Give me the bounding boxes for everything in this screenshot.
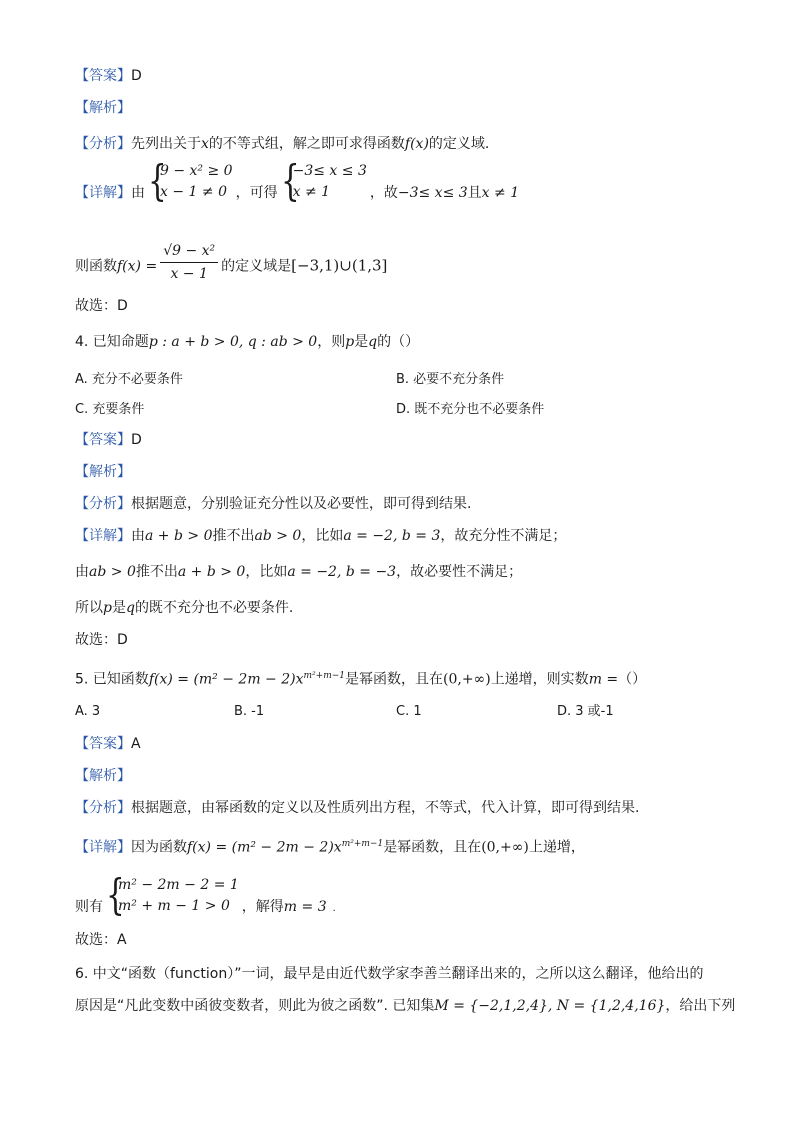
math: m = (588, 671, 619, 688)
system-row: 9 − x² ≥ 0 (160, 163, 233, 179)
q5-answer-line (75, 734, 141, 754)
text: 4. 已知命题 (75, 334, 149, 350)
math: p : a + b > 0, q : ab > 0 (148, 334, 318, 350)
text: 原因是“凡此变数中函彼变数者，则此为彼之函数”. 已知集 (75, 998, 435, 1014)
math: x (201, 136, 209, 152)
text: 推不出 (212, 528, 255, 544)
xiangjie-tag: 【详解】 (75, 528, 131, 544)
answer-tag: 【答案】 (75, 432, 131, 448)
math: f(x) = (m² − 2m − 2)x (187, 839, 342, 856)
math: p (345, 334, 355, 350)
math-exponent: m²+m−1 (303, 671, 345, 681)
q4-option-c[interactable]: C. 充要条件 (75, 402, 145, 417)
text: ，可得 (235, 185, 278, 201)
math: a = −2, b = −3 (287, 564, 397, 580)
answer-tag: 【答案】 (75, 736, 131, 752)
math-exponent: m²+m−1 (341, 839, 384, 849)
math: −3≤ x≤ 3 (397, 185, 468, 201)
text: ，比如 (245, 564, 288, 580)
answer-value: D (131, 432, 142, 448)
math-interval: (0,+∞) (443, 671, 491, 688)
text: 的既不充分也不必要条件. (134, 600, 294, 616)
q5-stem (75, 666, 646, 690)
system-row: −3≤ x ≤ 3 (292, 163, 367, 179)
xiangjie-tag: 【详解】 (75, 185, 131, 201)
math: q (368, 334, 378, 350)
q4-option-d[interactable]: D. 既不充分也不必要条件 (396, 402, 545, 417)
jiexi-tag: 【解析】 (75, 768, 131, 784)
text: ，解得 (241, 899, 284, 915)
system-row: x ≠ 1 (292, 184, 331, 200)
q4-choice: 故选：D (75, 632, 128, 648)
fenxi-tag: 【分析】 (75, 496, 131, 512)
math: f(x) = (m² − 2m − 2)x (148, 671, 304, 688)
math: ab > 0 (89, 564, 136, 580)
text: 上递增， (528, 839, 585, 856)
text: ，给出下列 (665, 998, 736, 1014)
text: 由 (131, 528, 145, 544)
math: f(x) = (117, 258, 158, 275)
q5-option-d[interactable]: D. 3 或-1 (557, 704, 614, 719)
math: ab > 0 (254, 528, 302, 544)
q4-detail-line-2 (75, 562, 522, 582)
system-row: m² + m − 1 > 0 (118, 898, 230, 914)
equation-system: { m² − 2m − 2 = 1 m² + m − 1 > 0 (106, 870, 239, 919)
text: 是 (111, 600, 126, 616)
text: 推不出 (135, 564, 178, 580)
q3-xiangjie-line (75, 156, 520, 214)
math: a + b > 0 (145, 528, 213, 544)
q4-option-b[interactable]: B. 必要不充分条件 (396, 372, 505, 387)
fraction-numerator: √9 − x² (160, 242, 218, 263)
text: . (332, 903, 336, 914)
q4-jiexi-line (75, 462, 131, 482)
q5-option-b[interactable]: B. -1 (234, 704, 265, 719)
text: 则函数 (75, 258, 117, 275)
text: 所以 (75, 600, 103, 616)
q3-jiexi-line (75, 98, 131, 118)
q3-then-line (75, 243, 388, 287)
text: 5. 已知函数 (75, 671, 149, 688)
q5-choice: 故选：A (75, 932, 127, 948)
answer-value: D (131, 68, 142, 84)
text: 的（） (377, 334, 420, 350)
text: 由 (131, 185, 145, 201)
q5-option-a[interactable]: A. 3 (75, 704, 101, 719)
text: 且 (467, 185, 482, 201)
text: 上递增，则实数 (490, 671, 589, 688)
system-row: x − 1 ≠ 0 (160, 184, 227, 200)
q6-line-1: 6. 中文“函数（function）”一词，最早是由近代数学家李善兰翻译出来的，之所以这么翻译，他给出的 (75, 966, 704, 982)
text: 的定义域. (428, 136, 490, 152)
text: ，则 (317, 334, 346, 350)
math: x ≠ 1 (481, 185, 520, 201)
text: 因为函数 (131, 839, 187, 856)
jiexi-tag: 【解析】 (75, 464, 131, 480)
jiexi-tag: 【解析】 (75, 100, 131, 116)
q4-answer-line (75, 430, 142, 450)
fenxi-tag: 【分析】 (75, 800, 131, 816)
text: 先列出关于 (131, 136, 201, 152)
fraction-denominator: x − 1 (170, 266, 208, 282)
math: a + b > 0 (177, 564, 246, 580)
math-interval: (0,+∞) (481, 839, 529, 856)
q4-fenxi-line (75, 494, 471, 514)
q5-xiangjie-line (75, 834, 585, 858)
text: 根据题意，由幂函数的定义以及性质列出方程，不等式，代入计算，即可得到结果. (131, 800, 640, 816)
inequality-system: { −3≤ x ≤ 3 x ≠ 1 (280, 156, 367, 205)
answer-tag: 【答案】 (75, 68, 131, 84)
text: 的不等式组，解之即可求得函数 (208, 136, 405, 152)
text: 根据题意，分别验证充分性以及必要性，即可得到结果. (131, 496, 472, 512)
q6-line-2 (75, 996, 735, 1016)
q5-jiexi-line (75, 766, 131, 786)
math: p (103, 600, 112, 616)
xiangjie-tag: 【详解】 (75, 839, 131, 856)
text: ，故充分性不满足； (440, 528, 567, 544)
q3-answer-line (75, 66, 142, 86)
q4-option-a[interactable]: A. 充分不必要条件 (75, 372, 183, 387)
text: ，故必要性不满足； (396, 564, 523, 580)
text: ，故 (369, 185, 398, 201)
q4-stem (75, 332, 419, 352)
fenxi-tag: 【分析】 (75, 136, 131, 152)
system-row: m² − 2m − 2 = 1 (118, 877, 239, 893)
math: m = 3 (283, 899, 327, 915)
q3-choice: 故选：D (75, 298, 128, 314)
math: f(x) (404, 136, 429, 152)
text: 是 (354, 334, 369, 350)
text: 由 (75, 564, 89, 580)
text: 则有 (75, 899, 103, 915)
text: 是幂函数，且在 (345, 671, 443, 688)
fraction (160, 242, 218, 283)
q4-xiangjie-line (75, 526, 566, 546)
q5-then-line (75, 870, 336, 928)
inequality-system: { 9 − x² ≥ 0 x − 1 ≠ 0 (148, 156, 233, 205)
math: q (125, 600, 135, 616)
q5-option-c[interactable]: C. 1 (396, 704, 422, 719)
math: a = −2, b = 3 (343, 528, 441, 544)
text: ，比如 (301, 528, 344, 544)
domain-interval: [−3,1)∪(1,3] (291, 256, 388, 275)
text: （） (618, 671, 647, 688)
q4-detail-line-3 (75, 598, 293, 618)
q3-fenxi-line (75, 134, 489, 154)
text: 是幂函数，且在 (383, 839, 482, 856)
math-sets: M = {−2,1,2,4}, N = {1,2,4,16} (434, 998, 666, 1014)
answer-value: A (131, 736, 141, 752)
text: 的定义域是 (221, 258, 292, 275)
q5-fenxi-line (75, 798, 639, 818)
